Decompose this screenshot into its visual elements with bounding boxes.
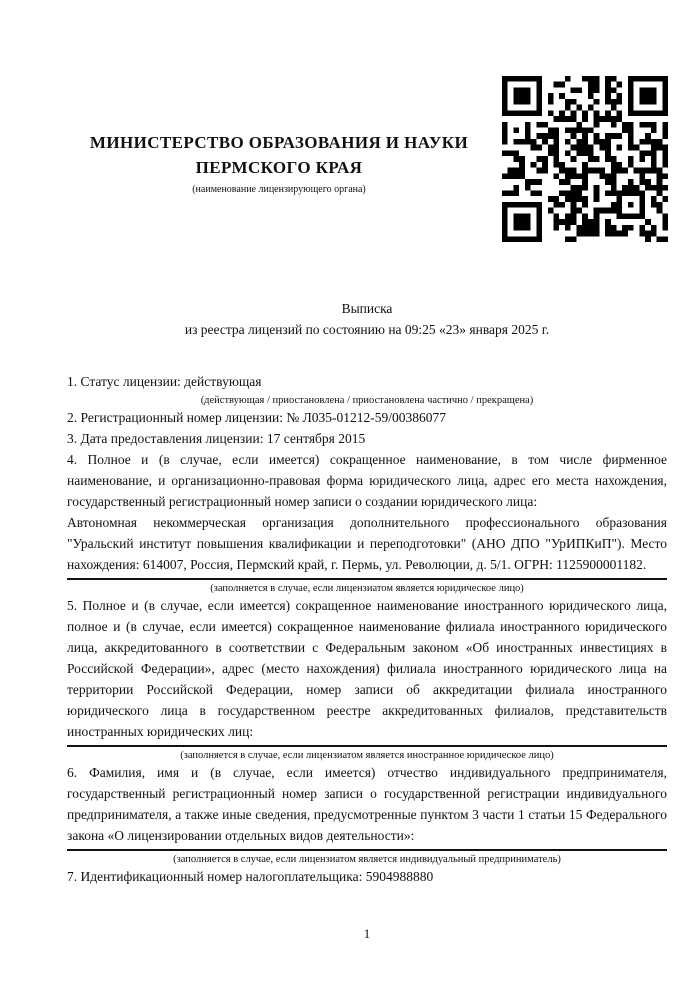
legal-entity-label: 4. Полное и (в случае, если имеется) сокращенное наименование, в том числе фирменное наименование, и организационно-правовая форма юридического лица, адрес его места нахождения, государственный регистрационный номер записи о создании юридического лица: [67, 452, 667, 509]
title-line2: из реестра лицензий по состоянию на 09:25 «23» января 2025 г. [184, 322, 550, 337]
entrepreneur-label: 6. Фамилия, имя и (в случае, если имеется) отчество индивидуального предпринимателя, государственный регистрационный номер записи о государственной регистрации индивидуального предпринимателя, а также иные сведения, предусмотренные пунктом 3 части 1 статьи 15 Федерального закона «О лицензировании отдельных видов деятельности»: [67, 765, 667, 843]
document-title [67, 298, 667, 340]
page-number: 1 [363, 926, 371, 941]
ministry-caption: (наименование лицензирующего органа) [192, 184, 366, 195]
foreign-entity-label: 5. Полное и (в случае, если имеется) сокращенное наименование иностранного юридического лица, полное и (в случае, если имеется) сокращенное наименование филиала иностранного юридического лица, аккредитованного в соответствии с Федеральным законом «Об иностранных инвестициях в Российской Федерации», адрес (место нахождения) филиала иностранного юридического лица на территории Российской Федерации, номер записи об аккредитации филиала иностранного юридического лица в государственном реестре аккредитованных филиалов, представительств иностранных юридических лиц: [67, 598, 667, 739]
qr-code [502, 76, 668, 242]
licensing-authority-block [67, 130, 491, 196]
foreign-entity-note: (заполняется в случае, если лицензиатом является иностранное юридическое лицо) [180, 750, 554, 761]
ministry-name-line2: ПЕРМСКОГО КРАЯ [195, 158, 363, 177]
title-line1: Выписка [341, 301, 393, 316]
taxpayer-number: 7. Идентификационный номер налогоплательщика: 5904988880 [67, 869, 434, 884]
license-status-note: (действующая / приостановлена / приостановлена частично / прекращена) [200, 395, 534, 406]
license-status: 1. Статус лицензии: действующая [67, 374, 262, 389]
entrepreneur-note: (заполняется в случае, если лицензиатом является индивидуальный предприниматель) [173, 854, 561, 865]
legal-entity-value: Автономная некоммерческая организация дополнительного профессионального образования "Уральский институт повышения квалификации и переподготовки" (АНО ДПО "УрИПКиП"). Место нахождения: 614007, Россия, Пермский край, г. Пермь, ул. Революции, д. 5/1. ОГРН: 1125900001182. [67, 512, 667, 580]
registration-number: 2. Регистрационный номер лицензии: № Л035-01212-59/00386077 [67, 410, 447, 425]
ministry-name-line1: МИНИСТЕРСТВО ОБРАЗОВАНИЯ И НАУКИ [89, 133, 469, 152]
grant-date: 3. Дата предоставления лицензии: 17 сентября 2015 [67, 431, 366, 446]
document-body [67, 365, 667, 887]
legal-entity-note: (заполняется в случае, если лицензиатом является юридическое лицо) [210, 583, 524, 594]
